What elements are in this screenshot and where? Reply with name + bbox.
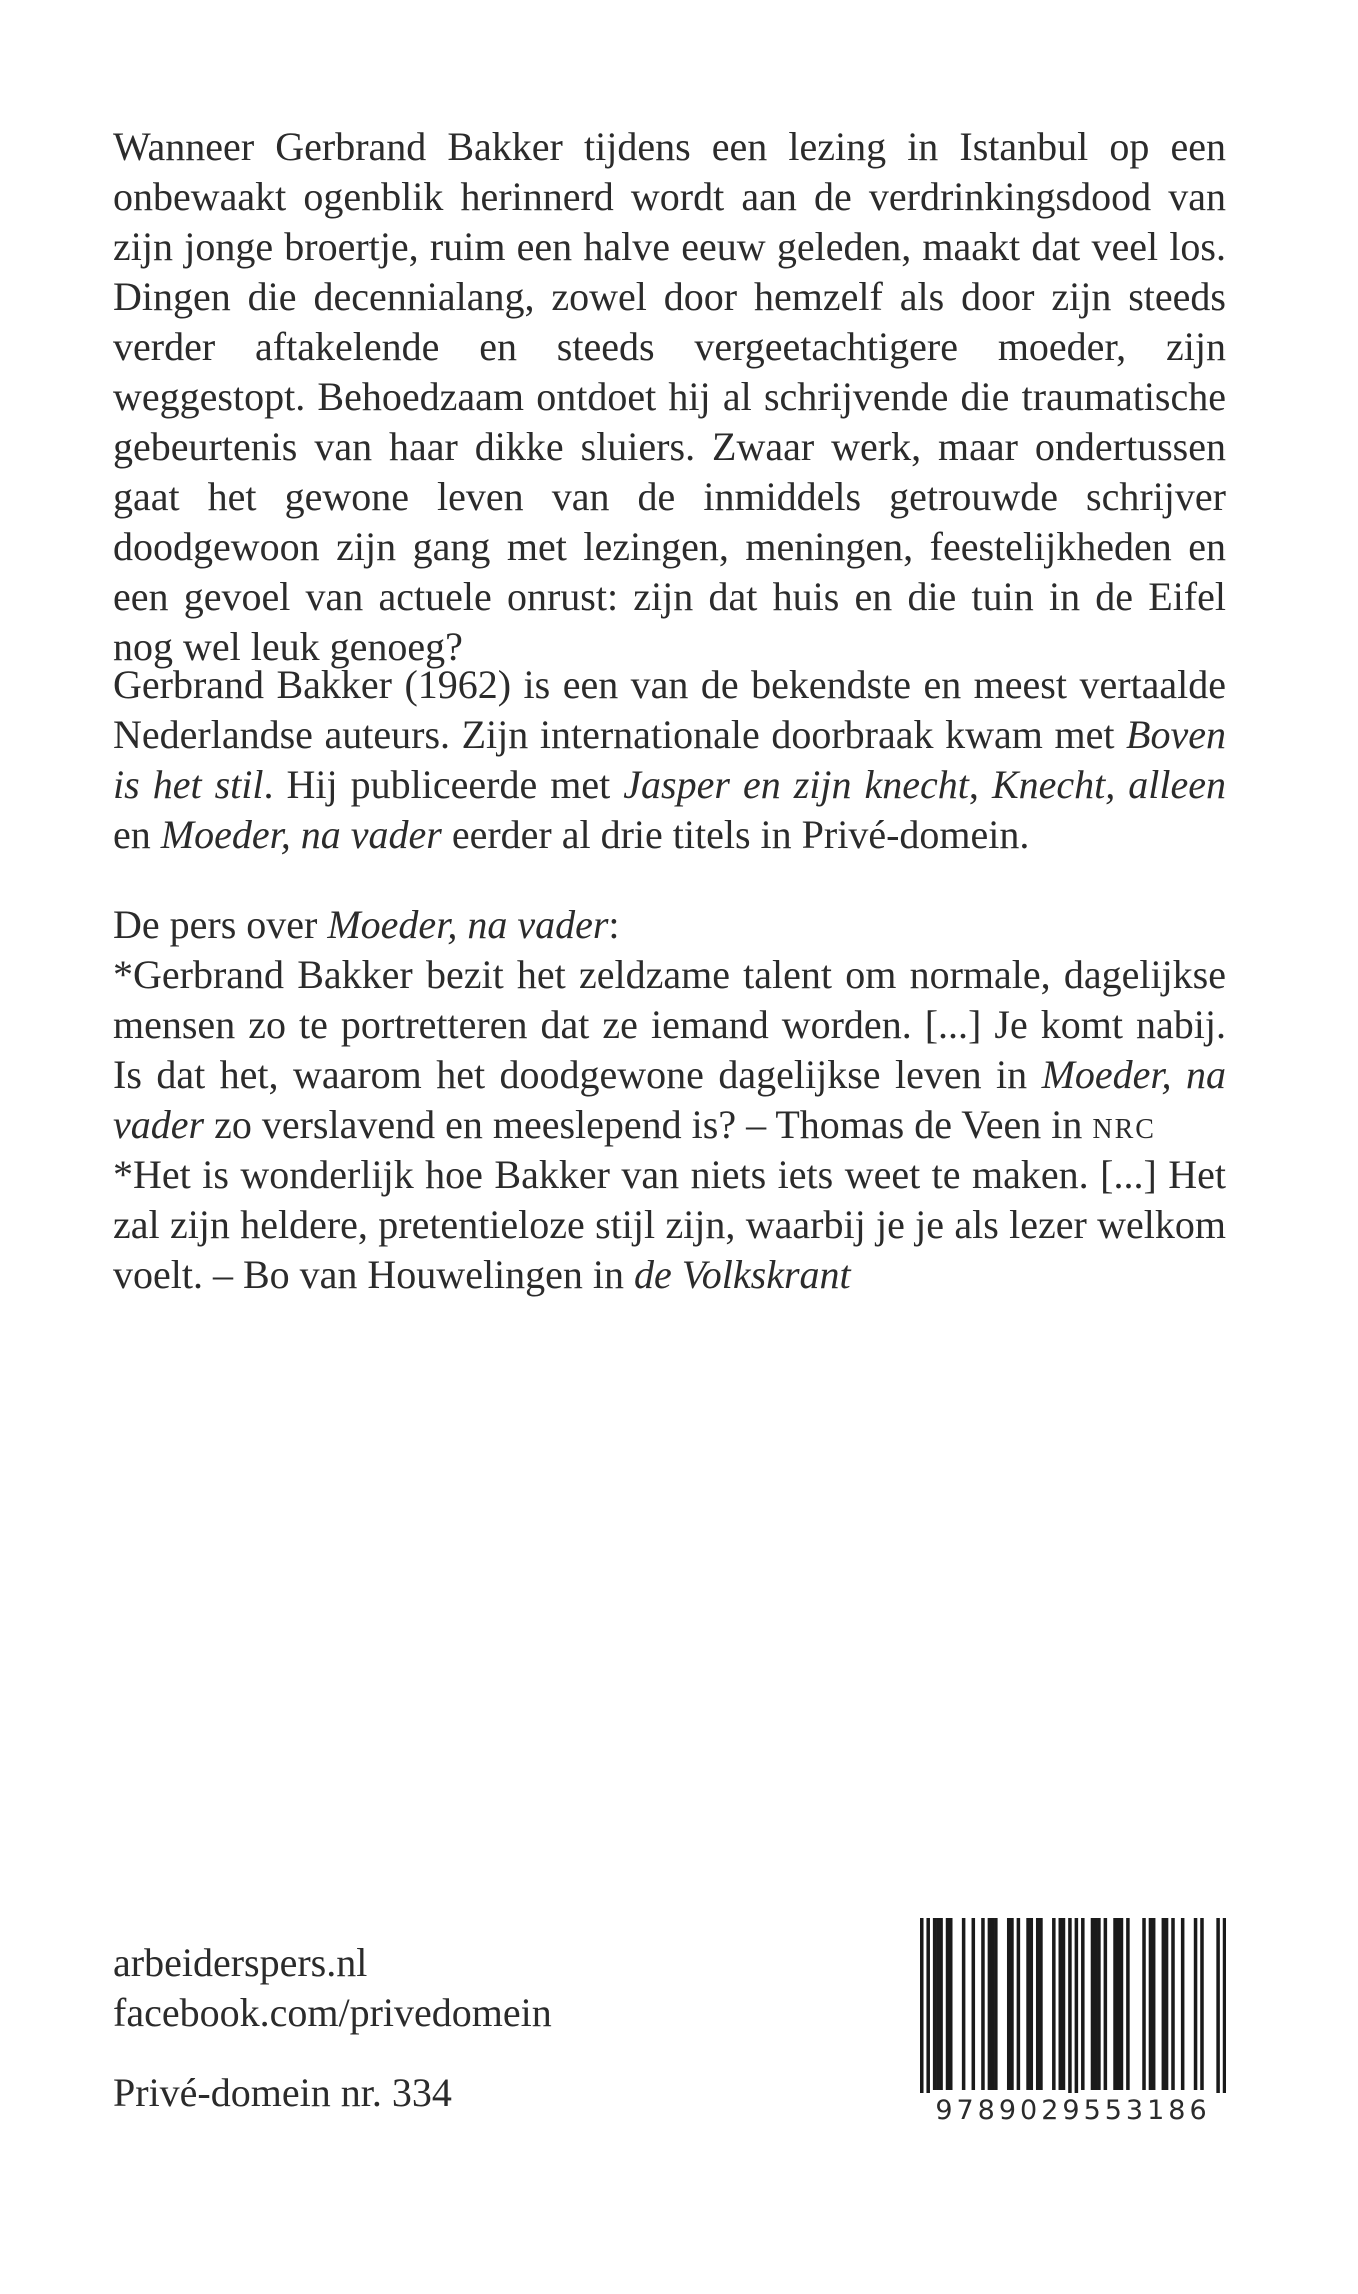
barcode-bar [1113,1918,1117,2090]
barcode-bar [1052,1918,1056,2090]
barcode-bar [920,1918,924,2093]
barcode-bar [1007,1918,1011,2090]
barcode-bar [981,1918,985,2090]
barcode-bar [936,1918,940,2090]
barcode-bar [972,1918,976,2090]
press-source: de Volkskrant [634,1252,851,1297]
press-intro-text: De pers over [113,902,328,947]
barcode-bar [939,1918,943,2090]
facebook-link[interactable]: facebook.com/privedomein [113,1990,552,2035]
barcode-bar [962,1918,966,2090]
barcode-bar [1200,1918,1204,2090]
barcode-bar [1068,1918,1072,2093]
barcode-bar [946,1918,950,2090]
press-quote [113,950,1226,1150]
barcode-bar [949,1918,953,2090]
barcode-bar [1017,1918,1021,2090]
barcode-bar [1171,1918,1175,2090]
press-section [113,900,1226,1300]
press-quote [113,1150,1226,1300]
website-link[interactable]: arbeiderspers.nl [113,1940,368,1985]
book-title: Moeder, na vader [327,902,609,947]
barcode-bar [1039,1918,1043,2090]
barcode-bar [1162,1918,1166,2090]
barcode-bar [1010,1918,1014,2090]
barcode-bar [1116,1918,1120,2090]
barcode-bar [1165,1918,1169,2090]
author-bio [113,660,1226,860]
author-bio-text: en [113,812,161,857]
press-quote-text: *Het is wonderlijk hoe Bakker van niets iets weet te maken. [...] Het zal zijn heldere, pretentieloze stijl zijn, waarbij je je als lezer welkom voelt. – Bo van Houwelingen in [113,1152,1226,1297]
barcode-bar [1097,1918,1101,2090]
barcode [920,1918,1226,2118]
barcode-bar [1142,1918,1146,2090]
publisher-links [113,1938,552,2038]
barcode-bar [1104,1918,1108,2090]
author-bio-text: , [968,762,992,807]
barcode-bar [1030,1918,1034,2090]
press-intro-colon: : [608,902,620,947]
barcode-bar [1026,1918,1030,2090]
press-quote-text: zo verslavend en meeslepend is? – Thomas de Veen in [204,1102,1093,1147]
barcode-bar [1059,1918,1063,2090]
author-bio-text: eerder al drie titels in Privé-domein. [441,812,1030,857]
barcode-bar [1149,1918,1153,2090]
barcode-bar [1223,1918,1226,2093]
press-quote-text: *Gerbrand Bakker bezit het zeldzame talent om normale, dagelijkse mensen zo te portretteren dat ze iemand worden. [...] Je komt nabij. Is dat het, waarom het doodgewone dagelijkse leven in [113,952,1226,1097]
barcode-bar [1091,1918,1095,2090]
barcode-bar [991,1918,995,2090]
barcode-bar [1094,1918,1098,2090]
book-title: Knecht, alleen [991,762,1227,807]
barcode-bar [994,1918,998,2090]
barcode-bar [1181,1918,1185,2090]
book-title: Moeder, na vader [113,1052,1226,1147]
barcode-bar [1120,1918,1124,2090]
press-intro [113,900,1226,950]
author-bio-text: . Hij publiceerde met [263,762,624,807]
book-title: Moeder, na vader [160,812,442,857]
book-title: Boven is het stil [113,712,1226,807]
blurb-paragraph: Wanneer Gerbrand Bakker tijdens een lezing in Istanbul op een onbewaakt ogenblik herinnerd wordt aan de verdrinkingsdood van zijn jonge broertje, ruim een halve eeuw geleden, maakt dat veel los. Dingen die decennialang, zowel door hemzelf als door zijn steeds verder aftakelende en steeds vergeetachtigere moeder, zijn weggestopt. Behoedzaam ontdoet hij al schrijvende die traumatische gebeurtenis van haar dikke sluiers. Zwaar werk, maar ondertussen gaat het gewone leven van de inmiddels getrouwde schrijver doodgewoon zijn gang met lezingen, meningen, feestelijkheden en een gevoel van actuele onrust: zijn dat huis en die tuin in de Eifel nog wel leuk genoeg? [113,124,1226,669]
barcode-bar [926,1918,930,2093]
barcode-bar [1081,1918,1085,2090]
barcode-bar [1062,1918,1066,2090]
barcode-bar [933,1918,937,2090]
author-bio-text: Gerbrand Bakker (1962) is een van de bekendste en meest vertaalde Nederlandse auteurs. Zijn internationale doorbraak kwam met [113,662,1226,757]
barcode-bar [1216,1918,1220,2093]
isbn-digits: 9789029553186 [920,2095,1226,2127]
barcode-bar [1152,1918,1156,2090]
barcode-bar [1194,1918,1198,2090]
barcode-bar [988,1918,992,2090]
book-title: Jasper en zijn knecht [623,762,969,807]
barcode-bar [1075,1918,1079,2093]
press-source: nrc [1092,1102,1156,1147]
barcode-bar [1126,1918,1130,2090]
barcode-bars [920,1918,1226,2093]
series-number: Privé-domein nr. 334 [113,2070,452,2115]
barcode-bar [1036,1918,1040,2090]
